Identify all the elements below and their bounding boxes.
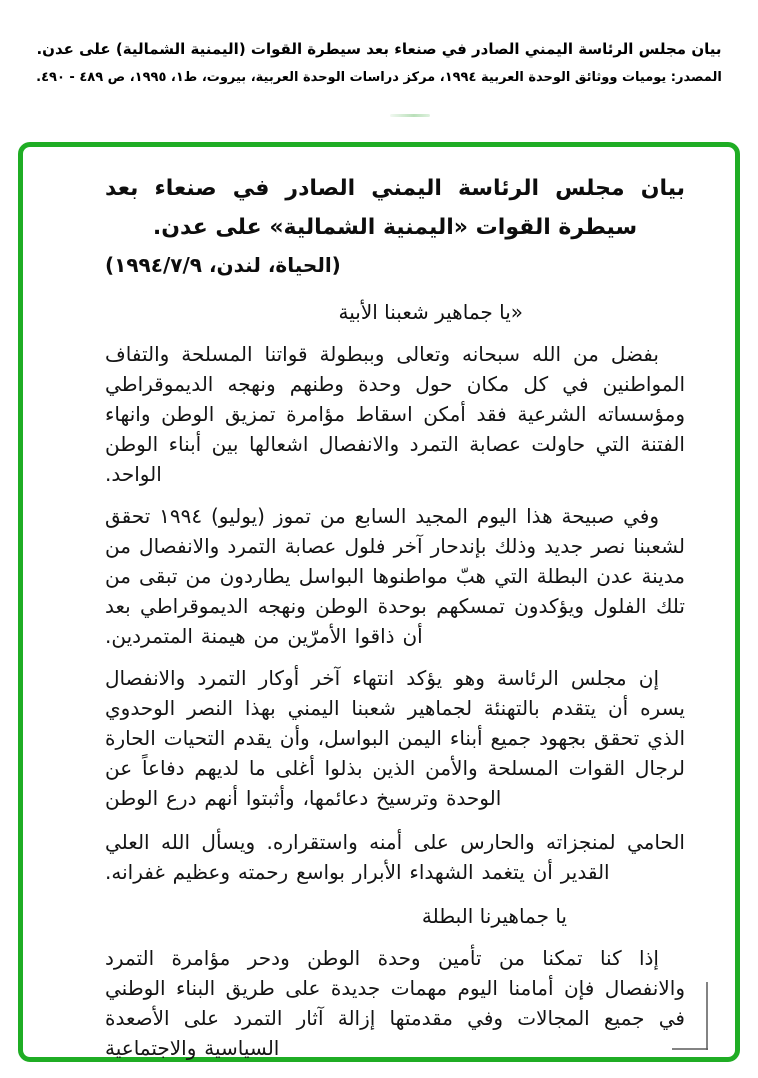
caption-source-line: المصدر: يوميات ووثائق الوحدة العربية ١٩٩٤، مركز دراسات الوحدة العربية، بيروت، ط١، ١٩٩٥، ص ٤٨٩ - ٤٩٠. [36, 70, 722, 85]
document-frame [18, 142, 740, 1062]
paragraph: إذا كنا تمكنا من تأمين وحدة الوطن ودحر مؤامرة التمرد والانفصال فإن أمامنا اليوم مهمات جديدة على طريق البناء الوطني في جميع المجالات وفي مقدمتها إزالة آثار التمرد على الأصعدة السياسية والاجتماعية [105, 946, 685, 1060]
paragraph-continuation: الحامي لمنجزاته والحارس على أمنه واستقراره. ويسأل الله العلي القدير أن يتغمد الشهداء الأبرار بواسع رحمته وعظيم غفرانه. [105, 830, 685, 884]
document-title: بيان مجلس الرئاسة اليمني الصادر في صنعاء بعد سيطرة القوات «اليمنية الشمالية» على عدن. [105, 176, 685, 240]
scanned-document [105, 169, 685, 1063]
page-caption [10, 38, 748, 87]
scan-corner-artifact [706, 982, 708, 1050]
paragraph: وفي صبيحة هذا اليوم المجيد السابع من تموز (يوليو) ١٩٩٤ تحقق لشعبنا نصر جديد وذلك بإندحار آخر فلول عصابة التمرد والانفصال من مدينة عدن البطلة التي هبّ مواطنوها البواسل يطاردون من تبقى من تلك الفلول ويؤكدون تمسكهم بوحدة الوطن ونهجه الديموقراطي بعد أن ذاقوا الأمرّين من هيمنة المتمردين. [105, 504, 685, 648]
paragraph: إن مجلس الرئاسة وهو يؤكد انتهاء آخر أوكار التمرد والانفصال يسره أن يتقدم بالتهنئة لجماهير شعبنا اليمني بهذا النصر الوحدوي الذي تحقق بجهود جميع أبناء اليمن البواسل، وأن يقدم التحيات الحارة لرجال القوات المسلحة والأمن الذين بذلوا أغلى ما لديهم دفاعاً عن الوحدة وترسيخ دعائمها، وأثبتوا أنهم درع الوطن [105, 666, 685, 810]
caption-title-line: بيان مجلس الرئاسة اليمني الصادر في صنعاء بعد سيطرة القوات (اليمنية الشمالية) على عدن. [36, 40, 722, 58]
salutation-line: يا جماهيرنا البطلة [421, 904, 567, 928]
paragraph: بفضل من الله سبحانه وتعالى وببطولة قواتنا المسلحة والتفاف المواطنين في كل مكان حول وحدة وطنهم ونهجه الديموقراطي ومؤسساته الشرعية فقد أمكن اسقاط مؤامرة تمزيق الوطن وانهاء الفتنة التي حاولت عصابة التمرد والانفصال اشعالها بين أبناء الوطن الواحد. [105, 342, 685, 486]
scan-smudge-artifact [390, 114, 430, 117]
salutation-line: «يا جماهير شعبنا الأبية [338, 300, 523, 324]
scan-corner-artifact [672, 1048, 708, 1050]
document-citation: (الحياة، لندن، ١٩٩٤/٧/٩) [105, 253, 341, 277]
